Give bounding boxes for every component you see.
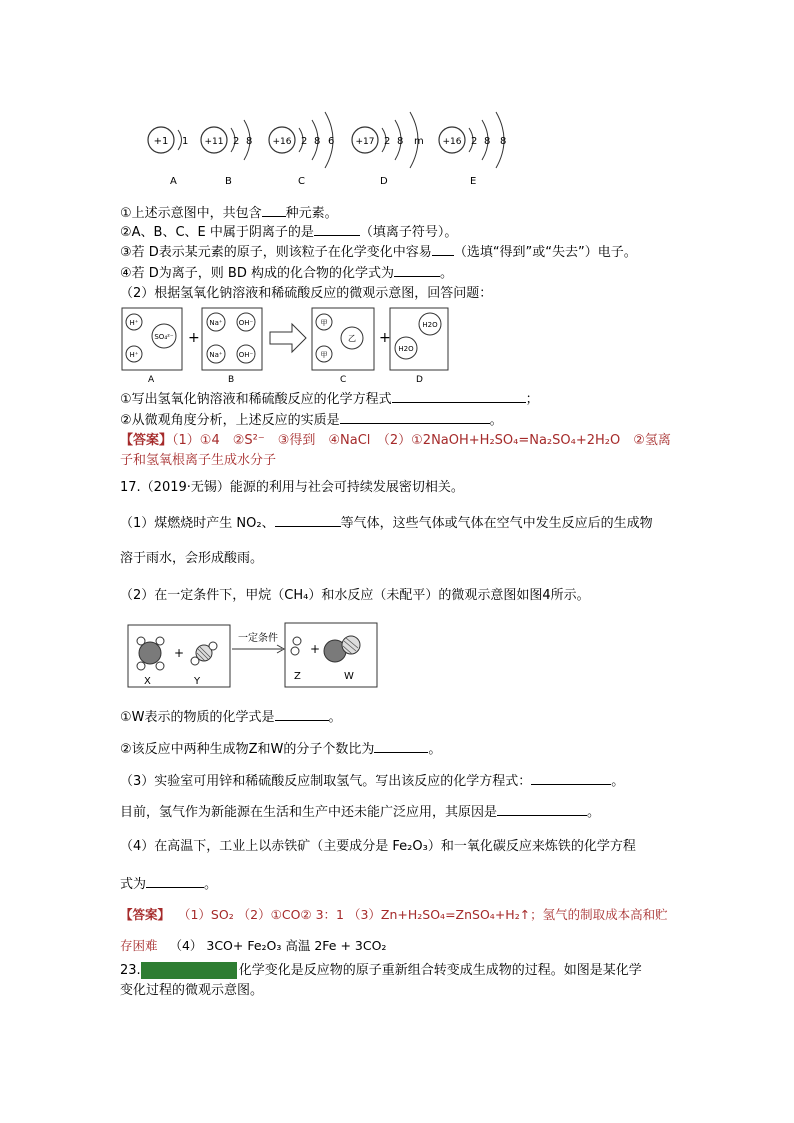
box-c — [312, 308, 374, 385]
q-top-line-3 — [120, 243, 637, 262]
atom-b-shell-2: 8 — [246, 136, 253, 147]
q17-w2-text: ②该反应中两种生成物Z和W的分子个数比为 — [120, 742, 375, 757]
q-top-l3-text: ③若 D表示某元素的原子，则该粒子在化学变化中容易 — [120, 245, 432, 260]
q17-p1-tail: 等气体，这些气体或气体在空气中发生反应后的生成物 — [340, 516, 653, 531]
answer-blank[interactable] — [275, 708, 329, 721]
arrow-icon — [270, 324, 306, 352]
answer-1-line-2: 子和氢氧根离子生成水分子 — [120, 453, 277, 468]
answer-blank[interactable] — [275, 514, 341, 527]
q2-line-1 — [120, 390, 539, 409]
q17-title-text: 17.（2019·无锡）能源的利用与社会可持续发展密切相关。 — [120, 480, 464, 495]
box-d — [390, 308, 448, 385]
box-b-label: B — [228, 375, 235, 385]
atom-d-shell-1: 2 — [384, 136, 391, 147]
molecule-y — [191, 642, 217, 687]
answer-1-text: （1）①4 ②S²⁻ ③得到 ④NaCl （2）①2NaOH+H₂SO₄=Na₂SO₄+2H₂O ②氢离 — [172, 433, 671, 448]
atom-c-shell-3: 6 — [328, 136, 335, 147]
q17-p1-text: （1）煤燃烧时产生 NO₂、 — [120, 516, 275, 531]
atom-e-shell-2: 8 — [484, 136, 491, 147]
atom-e-label: E — [470, 176, 477, 187]
q23-line-1 — [120, 962, 642, 980]
box-b-ion-3: Na⁺ — [209, 351, 223, 359]
q17-p3-text: （3）实验室可用锌和稀硫酸反应制取氢气。写出该反应的化学方程式： — [120, 774, 532, 789]
answer-blank[interactable] — [146, 875, 204, 888]
molecule-x — [137, 637, 164, 687]
q17-p4b-tail: 。 — [204, 877, 218, 892]
atom-e-shell-3: 8 — [500, 136, 507, 147]
q17-title — [120, 479, 464, 497]
atom-e-nucleus: +16 — [442, 137, 462, 147]
atom-d — [352, 112, 424, 187]
atom-d-shell-3: m — [414, 136, 424, 147]
atom-c-label: C — [298, 176, 305, 187]
answer-blank[interactable] — [432, 243, 454, 256]
q-top-l4-text: ④若 D为离子，则 BD 构成的化合物的化学式为 — [120, 266, 394, 281]
answer-tag: 【答案】 — [120, 907, 171, 922]
answer-blank[interactable] — [262, 204, 286, 217]
answer-blank[interactable] — [340, 411, 490, 424]
q17-p3c — [120, 803, 600, 822]
atom-b — [201, 120, 252, 187]
label-x: X — [144, 676, 151, 687]
answer-blank[interactable] — [374, 740, 428, 753]
box-c-label: C — [340, 375, 347, 385]
box-d-label: D — [416, 375, 423, 385]
molecule-z — [291, 637, 301, 682]
q17-p3 — [120, 772, 624, 791]
q23-line-2: 变化过程的微观示意图。 — [120, 983, 264, 998]
q17-p2: （2）在一定条件下，甲烷（CH₄）和水反应（未配平）的微观示意图如图4所示。 — [120, 588, 590, 603]
neutralization-svg — [118, 306, 458, 386]
q17-p3-tail: 。 — [611, 774, 625, 789]
plus-sign: + — [174, 646, 185, 660]
label-y: Y — [194, 676, 201, 687]
q-top-line-4 — [120, 264, 453, 283]
q17-w1-text: ①W表示的物质的化学式是 — [120, 710, 275, 725]
q17-w1-tail: 。 — [328, 710, 342, 725]
box-a-label: A — [148, 375, 155, 385]
answer-17-text2a: 存困难 — [120, 938, 158, 953]
atom-e-shell-1: 2 — [471, 136, 478, 147]
box-a — [122, 308, 182, 385]
answer-tag: 【答案】 — [120, 433, 173, 448]
box-b — [202, 308, 262, 385]
molecule-w — [324, 636, 360, 682]
box-b-ion-4: OH⁻ — [238, 351, 254, 359]
q-top-part2: （2）根据氢氧化钠溶液和稀硫酸反应的微观示意图，回答问题： — [120, 286, 493, 301]
box-b-ion-2: OH⁻ — [238, 319, 254, 327]
answer-blank[interactable] — [497, 803, 587, 816]
q17-p1 — [120, 514, 653, 533]
plus-sign: + — [310, 642, 321, 656]
q17-p3c-tail: 。 — [587, 805, 601, 820]
q17-p3c-text: 目前，氢气作为新能源在生活和生产中还未能广泛应用，其原因是 — [120, 805, 498, 820]
q2-l1-tail: ； — [525, 392, 539, 407]
q-top-l3-tail: （选填“得到”或“失去”）电子。 — [453, 245, 637, 260]
answer-blank[interactable] — [392, 390, 526, 403]
atom-a-shell-1: 1 — [182, 136, 189, 147]
atom-a — [148, 127, 188, 187]
answer-17-line-2 — [120, 937, 386, 955]
box-b-ion-1: Na⁺ — [209, 319, 223, 327]
answer-17-text: （1）SO₂ （2）①CO② 3：1 （3）Zn+H₂SO₄=ZnSO₄+H₂↑；氢气的制取成本高和贮 — [177, 907, 668, 922]
q-top-l4-tail: 。 — [440, 266, 454, 281]
atom-a-label: A — [170, 176, 177, 187]
q-top-l1-tail: 种元素。 — [285, 206, 338, 221]
q17-p4b — [120, 875, 217, 894]
q2-l2-tail: 。 — [489, 413, 503, 428]
atom-e — [439, 112, 506, 187]
neutralization-figure — [118, 306, 458, 386]
q17-p4b-text: 式为 — [120, 877, 147, 892]
box-c-ion-2: 乙 — [348, 334, 356, 343]
q17-w2 — [120, 740, 441, 759]
q23-number: 23. — [120, 963, 141, 978]
answer-blank[interactable] — [314, 223, 360, 236]
box-d-molecule-2: H2O — [398, 345, 414, 353]
atom-d-shell-2: 8 — [397, 136, 404, 147]
plus-sign: + — [379, 330, 391, 346]
q-top-l2-tail: （填离子符号）。 — [359, 225, 458, 240]
q-top-line-2 — [120, 223, 457, 242]
label-z: Z — [294, 671, 301, 682]
answer-17-text2b: （4） 3CO+ Fe₂O₃ 高温 2Fe + 3CO₂ — [169, 938, 387, 953]
methane-reaction-figure — [122, 619, 382, 697]
box-a-ion-1: H⁺ — [129, 319, 139, 327]
q2-l2-text: ②从微观角度分析，上述反应的实质是 — [120, 413, 340, 428]
q-top-l2-text: ②A、B、C、E 中属于阴离子的是 — [120, 225, 314, 240]
atom-c-shell-2: 8 — [314, 136, 321, 147]
box-d-molecule-1: H2O — [422, 321, 438, 329]
redaction-block — [141, 962, 237, 979]
box-c-ion-3: 甲 — [320, 351, 328, 359]
q17-p4: （4）在高温下，工业上以赤铁矿（主要成分是 Fe₂O₃）和一氧化碳反应来炼铁的化学方程 — [120, 839, 636, 854]
box-a-ion-2: SO₄²⁻ — [154, 333, 174, 341]
q-top-l1-text: ①上述示意图中，共包含 — [120, 206, 262, 221]
atom-d-nucleus: +17 — [355, 137, 375, 147]
answer-1-line-1 — [120, 432, 671, 450]
atom-diagram-svg — [130, 104, 530, 192]
atom-b-shell-1: 2 — [233, 136, 240, 147]
atom-c-shell-1: 2 — [301, 136, 308, 147]
atom-b-nucleus: +11 — [204, 137, 224, 147]
atom-d-label: D — [380, 176, 388, 187]
atom-structure-figure — [130, 104, 530, 192]
atom-c — [269, 112, 334, 187]
answer-blank[interactable] — [531, 772, 611, 785]
arrow-icon — [232, 645, 284, 653]
methane-reaction-svg — [122, 619, 382, 697]
q17-w2-tail: 。 — [428, 742, 442, 757]
q17-w1 — [120, 708, 342, 727]
q2-l1-text: ①写出氢氧化钠溶液和稀硫酸反应的化学方程式 — [120, 392, 392, 407]
q-top-line-1 — [120, 204, 338, 223]
atom-b-label: B — [225, 176, 232, 187]
box-c-ion-1: 甲 — [320, 319, 328, 327]
atom-a-nucleus: +1 — [153, 136, 169, 147]
arrow-condition: 一定条件 — [238, 633, 278, 644]
plus-sign: + — [188, 330, 200, 346]
answer-blank[interactable] — [394, 264, 440, 277]
box-a-ion-3: H⁺ — [129, 351, 139, 359]
label-w: W — [344, 671, 354, 682]
q2-line-2 — [120, 411, 503, 430]
atom-c-nucleus: +16 — [272, 137, 292, 147]
q17-p1c: 溶于雨水，会形成酸雨。 — [120, 551, 264, 566]
q23-text: 化学变化是反应物的原子重新组合转变成生成物的过程。如图是某化学 — [238, 963, 642, 978]
answer-17-line-1 — [120, 906, 668, 924]
